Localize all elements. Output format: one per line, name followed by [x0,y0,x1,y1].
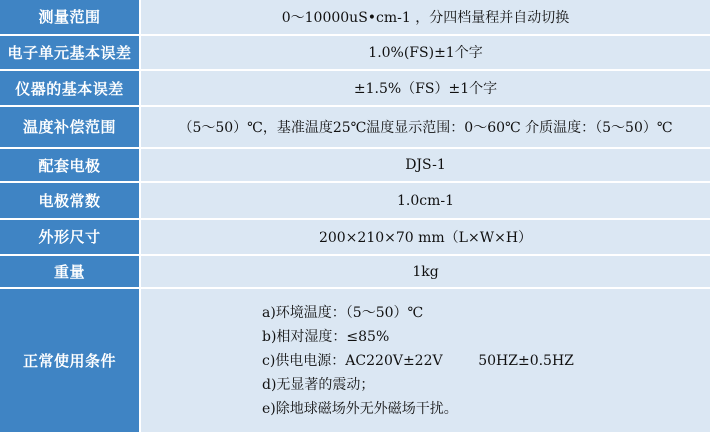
spec-value: （5～50）℃，基准温度25℃温度显示范围：0～60℃ 介质温度：（5～50）℃ [141,107,710,149]
condition-item: b)相对湿度：≤85% [262,329,390,346]
spec-label: 电极常数 [0,183,141,220]
spec-label: 电子单元基本误差 [0,36,141,72]
spec-label: 测量范围 [0,0,141,36]
spec-value: 1kg [141,256,710,290]
spec-row-measure-range [0,0,710,36]
spec-label: 重量 [0,256,141,290]
spec-row-temp-compensation [0,107,710,149]
spec-value: ±1.5%（FS）±1个字 [141,71,710,107]
spec-label: 外形尺寸 [0,220,141,256]
conditions-label: 正常使用条件 [0,289,141,432]
spec-row-electronic-error [0,36,710,72]
spec-row-electrode-constant [0,183,710,220]
condition-item: d)无显著的震动； [262,377,375,394]
spec-row-instrument-error [0,71,710,107]
spec-value: 200×210×70 mm（L×W×H） [141,220,710,256]
spec-row-weight [0,256,710,290]
condition-item: c)供电电源：AC220V±22V 50HZ±0.5HZ [262,353,574,370]
spec-label: 温度补偿范围 [0,107,141,149]
spec-row-dimensions [0,220,710,256]
spec-row-conditions [0,289,710,432]
spec-value: 1.0%(FS)±1个字 [141,36,710,72]
conditions-value [141,289,710,432]
spec-value: DJS-1 [141,149,710,184]
condition-item: a)环境温度：（5～50）℃ [262,305,424,322]
conditions-list [141,289,710,421]
spec-label: 仪器的基本误差 [0,71,141,107]
spec-row-electrode [0,149,710,184]
spec-label: 配套电极 [0,149,141,184]
condition-item: e)除地球磁场外无外磁场干扰。 [262,401,458,418]
spec-value: 1.0cm-1 [141,183,710,220]
spec-value: 0～10000uS•cm-1 ，分四档量程并自动切换 [141,0,710,36]
